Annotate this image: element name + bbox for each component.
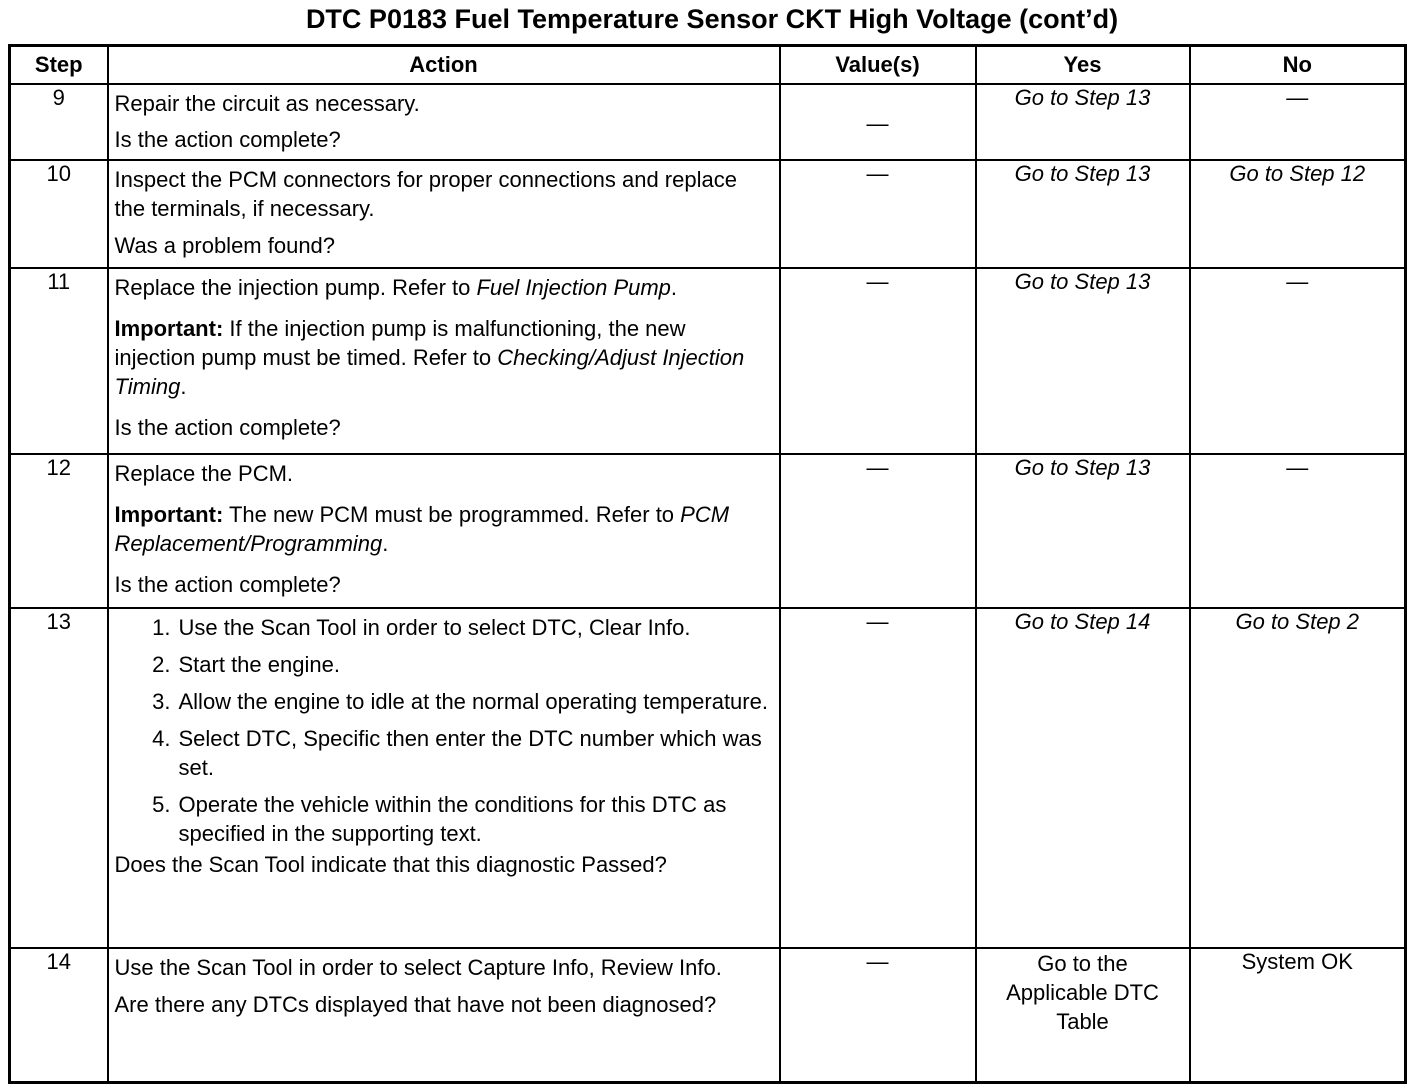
table-row — [10, 608, 1406, 948]
yes-cell: Go to Step 13 — [976, 160, 1190, 268]
action-cell — [108, 608, 780, 948]
reference-link[interactable]: Fuel Injection Pump — [476, 275, 671, 300]
action-question: Are there any DTCs displayed that have not been diagnosed? — [114, 992, 717, 1017]
page-title: DTC P0183 Fuel Temperature Sensor CKT High Voltage (cont’d) — [305, 4, 1119, 34]
value-cell: — — [780, 84, 976, 160]
header-row — [10, 46, 1406, 85]
value-cell: — — [780, 948, 976, 1082]
action-question: Is the action complete? — [114, 127, 341, 152]
list-item: 1. Use the Scan Tool in order to select DTC, Clear Info. — [152, 615, 691, 640]
action-text: Replace the injection pump. Refer to Fuel Injection Pump. — [114, 275, 678, 300]
action-text: Inspect the PCM connectors for proper connections and replace the terminals, if necessary. — [114, 167, 737, 221]
important-note: Important: The new PCM must be programmed. Refer to PCM Replacement/Programming. — [114, 502, 730, 556]
yes-cell: Go to Step 13 — [976, 84, 1190, 160]
step-number: 13 — [10, 608, 108, 948]
important-note: Important: If the injection pump is malfunctioning, the new injection pump must be timed. Refer to Checking/Adjust Injection Timing. — [114, 316, 745, 399]
yes-cell: Go to Step 13 — [976, 268, 1190, 454]
diagnostic-table — [8, 44, 1407, 1084]
list-item: 4. Select DTC, Specific then enter the DTC number which was set. — [152, 726, 762, 780]
step-number: 12 — [10, 454, 108, 608]
yes-cell: Go to Step 14 — [976, 608, 1190, 948]
header-step: Step — [10, 46, 108, 85]
reference-link[interactable]: PCM Replacement/Programming — [114, 502, 730, 556]
table-row — [10, 84, 1406, 160]
action-text: Repair the circuit as necessary. — [114, 91, 420, 116]
table-row — [10, 268, 1406, 454]
header-yes: Yes — [976, 46, 1190, 85]
step-number: 9 — [10, 84, 108, 160]
action-cell — [108, 268, 780, 454]
table-row — [10, 948, 1406, 1082]
header-value: Value(s) — [780, 46, 976, 85]
no-cell: — — [1190, 454, 1406, 608]
action-question: Is the action complete? — [114, 415, 341, 440]
action-cell — [108, 160, 780, 268]
yes-cell: Go to Step 13 — [976, 454, 1190, 608]
no-cell: System OK — [1190, 948, 1406, 1082]
step-number: 11 — [10, 268, 108, 454]
list-item: 5. Operate the vehicle within the conditions for this DTC as specified in the supporting text. — [152, 792, 727, 846]
step-number: 10 — [10, 160, 108, 268]
action-question: Does the Scan Tool indicate that this diagnostic Passed? — [114, 852, 667, 877]
no-cell: Go to Step 12 — [1190, 160, 1406, 268]
action-text: Replace the PCM. — [114, 461, 294, 486]
header-action: Action — [108, 46, 780, 85]
value-cell: — — [780, 608, 976, 948]
action-text: Use the Scan Tool in order to select Capture Info, Review Info. — [114, 955, 722, 980]
header-no: No — [1190, 46, 1406, 85]
value-cell: — — [780, 454, 976, 608]
no-cell: — — [1190, 84, 1406, 160]
action-question: Was a problem found? — [114, 233, 336, 258]
action-cell — [108, 454, 780, 608]
list-item: 2. Start the engine. — [152, 652, 340, 677]
step-number: 14 — [10, 948, 108, 1082]
action-cell — [108, 84, 780, 160]
procedure-list — [115, 613, 771, 848]
table-row — [10, 160, 1406, 268]
yes-cell: Go to the Applicable DTC Table — [976, 948, 1190, 1082]
value-cell: — — [780, 160, 976, 268]
reference-link[interactable]: Checking/Adjust Injection Timing — [114, 345, 745, 399]
action-cell — [108, 948, 780, 1082]
table-row — [10, 454, 1406, 608]
no-cell: — — [1190, 268, 1406, 454]
no-cell: Go to Step 2 — [1190, 608, 1406, 948]
list-item: 3. Allow the engine to idle at the normal operating temperature. — [152, 689, 768, 714]
value-cell: — — [780, 268, 976, 454]
action-question: Is the action complete? — [114, 572, 341, 597]
